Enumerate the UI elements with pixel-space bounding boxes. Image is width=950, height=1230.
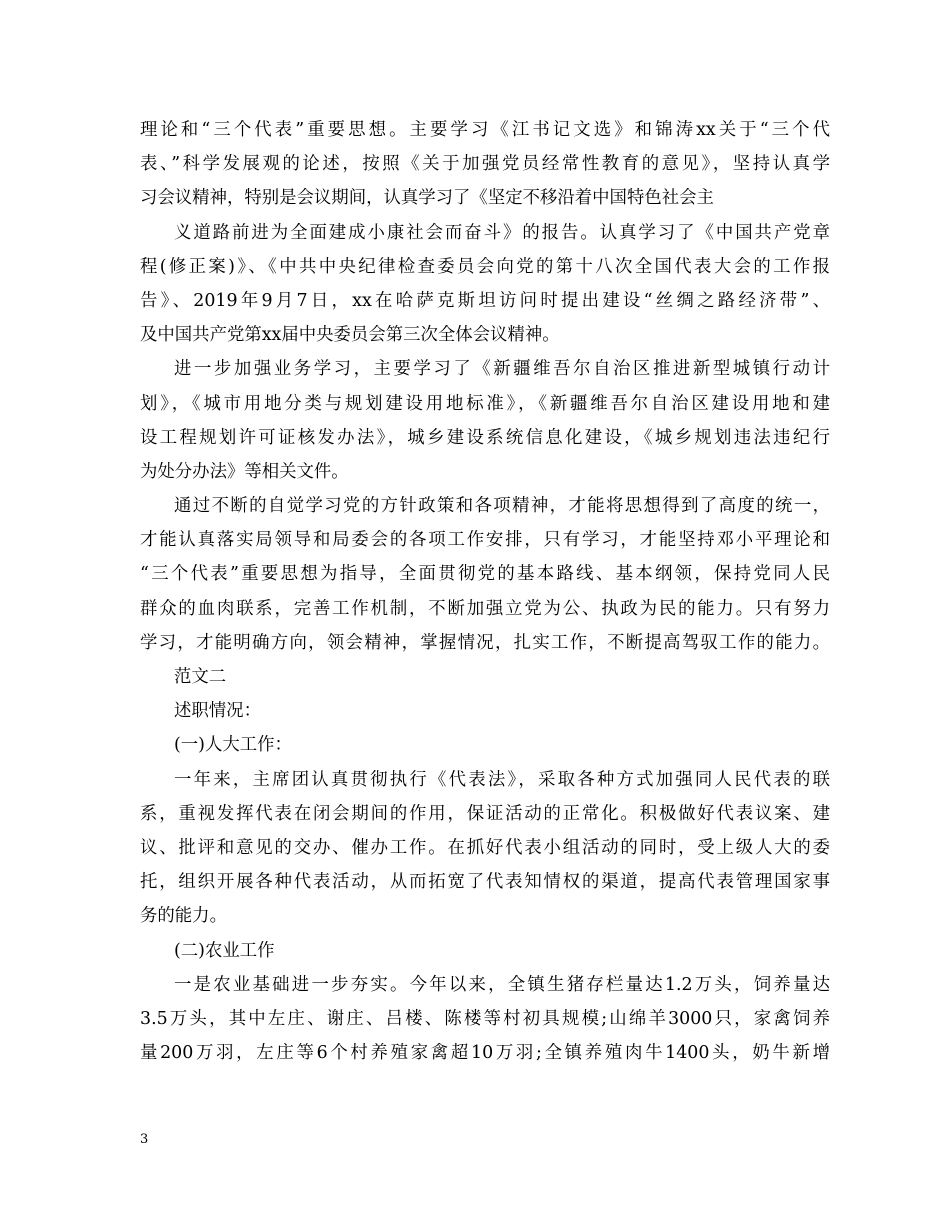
text-line: 程(修正案)》、《中共中央纪律检查委员会向党的第十八次全国代表大会的工作报 (140, 256, 830, 277)
text-line: 3.5万头，其中左庄、谢庄、吕楼、陈楼等村初具规模;山绵羊3000只，家禽饲养 (140, 1008, 830, 1029)
text-line: 义道路前进为全面建成小康社会而奋斗》的报告。认真学习了《中国共产党章 (174, 222, 830, 243)
text-line: 系，重视发挥代表在闭会期间的作用，保证活动的正常化。积极做好代表议案、建 (140, 803, 830, 824)
text-line: 设工程规划许可证核发办法》，城乡建设系统信息化建设，《城乡规划违法违纪行 (140, 427, 830, 448)
text-line: 一年来，主席团认真贯彻执行《代表法》，采取各种方式加强同人民代表的联 (174, 769, 830, 790)
text-line: 一是农业基础进一步夯实。今年以来，全镇生猪存栏量达1.2万头，饲养量达 (174, 974, 830, 995)
text-line: 才能认真落实局领导和局委会的各项工作安排，只有学习，才能坚持邓小平理论和 (140, 530, 830, 551)
text-line: 表、”科学发展观的论述，按照《关于加强党员经常性教育的意见》，坚持认真学 (140, 154, 830, 175)
text-line: 学习，才能明确方向，领会精神，掌握情况，扎实工作，不断提高驾驭工作的能力。 (140, 632, 830, 653)
text-line: (一)人大工作： (174, 735, 292, 756)
text-line: 划》，《城市用地分类与规划建设用地标准》，《新疆维吾尔自治区建设用地和建 (140, 393, 830, 414)
text-line: 通过不断的自觉学习党的方针政策和各项精神，才能将思想得到了高度的统一， (174, 496, 830, 517)
text-line: 进一步加强业务学习，主要学习了《新疆维吾尔自治区推进新型城镇行动计 (174, 359, 830, 380)
text-line: 群众的血肉联系，完善工作机制，不断加强立党为公、执政为民的能力。只有努力 (140, 598, 830, 619)
text-line: 理论和“三个代表”重要思想。主要学习《江书记文选》和锦涛xx关于“三个代 (140, 120, 830, 140)
text-line: 为处分办法》等相关文件。 (140, 461, 349, 482)
text-line: 范文二 (174, 667, 227, 687)
text-line: 习会议精神，特别是会议期间，认真学习了《坚定不移沿着中国特色社会主 (140, 188, 714, 209)
text-line: (二)农业工作 (174, 940, 275, 961)
text-line: 量200万羽，左庄等6个村养殖家禽超10万羽;全镇养殖肉牛1400头，奶牛新增 (140, 1043, 830, 1064)
text-line: 及中国共产党第xx届中央委员会第三次全体会议精神。 (140, 325, 560, 346)
text-line: “三个代表”重要思想为指导，全面贯彻党的基本路线、基本纲领，保持党同人民 (140, 564, 830, 585)
text-line: 述职情况： (174, 701, 261, 722)
text-line: 务的能力。 (140, 906, 227, 927)
text-line: 托，组织开展各种代表活动，从而拓宽了代表知情权的渠道，提高代表管理国家事 (140, 872, 830, 893)
text-line: 议、批评和意见的交办、催办工作。在抓好代表小组活动的同时，受上级人大的委 (140, 837, 830, 858)
page-number: 3 (140, 1132, 149, 1147)
document-body (140, 113, 830, 1070)
text-line: 告》、2019年9月7日，xx在哈萨克斯坦访问时提出建设“丝绸之路经济带”、 (140, 290, 830, 311)
